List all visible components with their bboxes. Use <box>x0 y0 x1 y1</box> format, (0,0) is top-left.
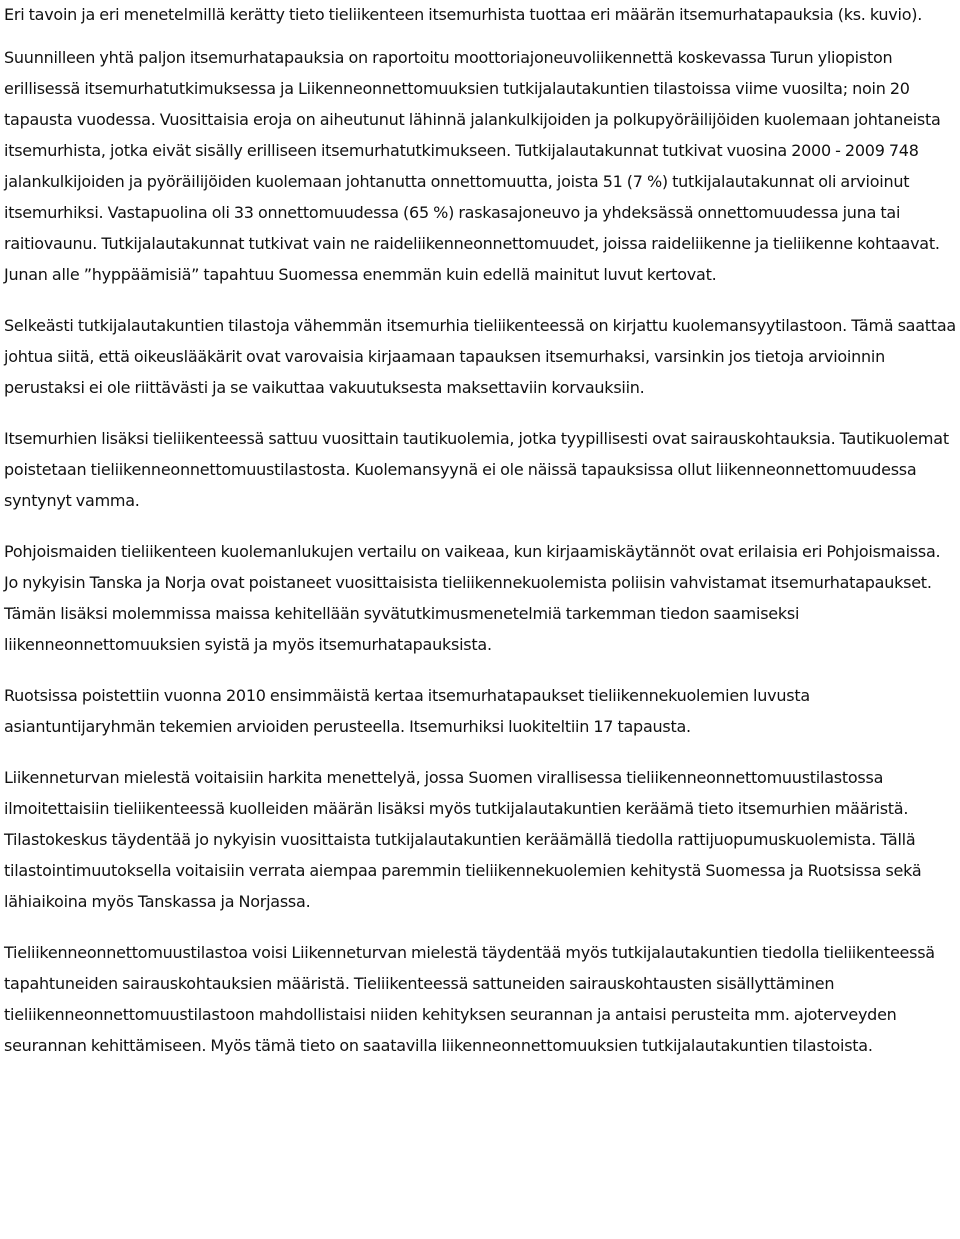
paragraph-liikenneturva-proposal: Liikenneturvan mielestä voitaisiin harkita menettelyä, jossa Suomen virallisessa tieliikenneonnettomuustilastossa ilmoitettaisiin tieliikenteessä kuolleiden määrän lisäksi myös tutkijalautakuntien keräämä tieto itsemurhien määristä. Tilastokeskus täydentää jo nykyisin vuosittaista tutkijalautakuntien keräämällä tiedolla rattijuopumuskuolemista. Tällä tilastointimuutoksella voitaisiin verrata aiempaa paremmin tieliikennekuolemien kehitystä Suomessa ja Ruotsissa sekä lähiaikoina myös Tanskassa ja Norjassa. <box>4 768 922 911</box>
paragraph-disease-deaths: Itsemurhien lisäksi tieliikenteessä sattuu vuosittain tautikuolemia, jotka tyypillisesti ovat sairauskohtauksia. Tautikuolemat poistetaan tieliikenneonnettomuustilastosta. Kuolemansyynä ei ole näissä tapauksissa ollut liikenneonnettomuudessa syntynyt vamma. <box>4 429 949 510</box>
paragraph-cause-of-death-statistics: Selkeästi tutkijalautakuntien tilastoja vähemmän itsemurhia tieliikenteessä on kirjattu kuolemansyytilastoon. Tämä saattaa johtua siitä, että oikeuslääkärit ovat varovaisia kirjaamaan tapauksen itsemurhaksi, varsinkin jos tietoja arvioinnin perustaksi ei ole riittävästi ja se vaikuttaa vakuutuksesta maksettaviin korvauksiin. <box>4 316 956 397</box>
paragraph-seizure-statistics: Tieliikenneonnettomuustilastoa voisi Liikenneturvan mielestä täydentää myös tutkijalautakuntien tiedolla tieliikenteessä tapahtuneiden sairauskohtauksien määristä. Tieliikenteessä sattuneiden sairauskohtausten sisällyttäminen tieliikenneonnettomuustilastoon mahdollistaisi niiden kehityksen seurannan ja antaisi perusteita mm. ajoterveyden seurannan kehittämiseen. Myös tämä tieto on saatavilla liikenneonnettomuuksien tutkijalautakuntien tilastoista. <box>4 943 935 1055</box>
document-body <box>4 0 958 1061</box>
paragraph-suicide-statistics: Suunnilleen yhtä paljon itsemurhatapauksia on raportoitu moottoriajoneuvoliikennettä koskevassa Turun yliopiston erillisessä itsemurhatutkimuksessa ja Liikenneonnettomuuksien tutkijalautakuntien tilastoissa viime vuosilta; noin 20 tapausta vuodessa. Vuosittaisia eroja on aiheutunut lähinnä jalankulkijoiden ja polkupyöräilijöiden kuolemaan johtaneista itsemurhista, jotka eivät sisälly erilliseen itsemurhatutkimukseen. Tutkijalautakunnat tutkivat vuosina 2000 - 2009 748 jalankulkijoiden ja pyöräilijöiden kuolemaan johtanutta onnettomuutta, joista 51 (7 %) tutkijalautakunnat oli arvioinut itsemurhiksi. Vastapuolina oli 33 onnettomuudessa (65 %) raskasajoneuvo ja yhdeksässä onnettomuudessa juna tai raitiovaunu. Tutkijalautakunnat tutkivat vain ne raideliikenneonnettomuudet, joissa raideliikenne ja tieliikenne kohtaavat. Junan alle ”hyppäämisiä” tapahtuu Suomessa enemmän kuin edellä mainitut luvut kertovat. <box>4 48 941 284</box>
paragraph-sweden: Ruotsissa poistettiin vuonna 2010 ensimmäistä kertaa itsemurhatapaukset tieliikennekuolemien luvusta asiantuntijaryhmän tekemien arvioiden perusteella. Itsemurhiksi luokiteltiin 17 tapausta. <box>4 686 810 736</box>
paragraph-intro: Eri tavoin ja eri menetelmillä kerätty tieto tieliikenteen itsemurhista tuottaa eri määrän itsemurhatapauksia (ks. kuvio). <box>4 5 923 24</box>
paragraph-nordic-comparison: Pohjoismaiden tieliikenteen kuolemanlukujen vertailu on vaikeaa, kun kirjaamiskäytännöt ovat erilaisia eri Pohjoismaissa. Jo nykyisin Tanska ja Norja ovat poistaneet vuosittaisista tieliikennekuolemista poliisin vahvistamat itsemurhatapaukset. Tämän lisäksi molemmissa maissa kehitellään syvätutkimusmenetelmiä tarkemman tiedon saamiseksi liikenneonnettomuuksien syistä ja myös itsemurhatapauksista. <box>4 542 941 654</box>
